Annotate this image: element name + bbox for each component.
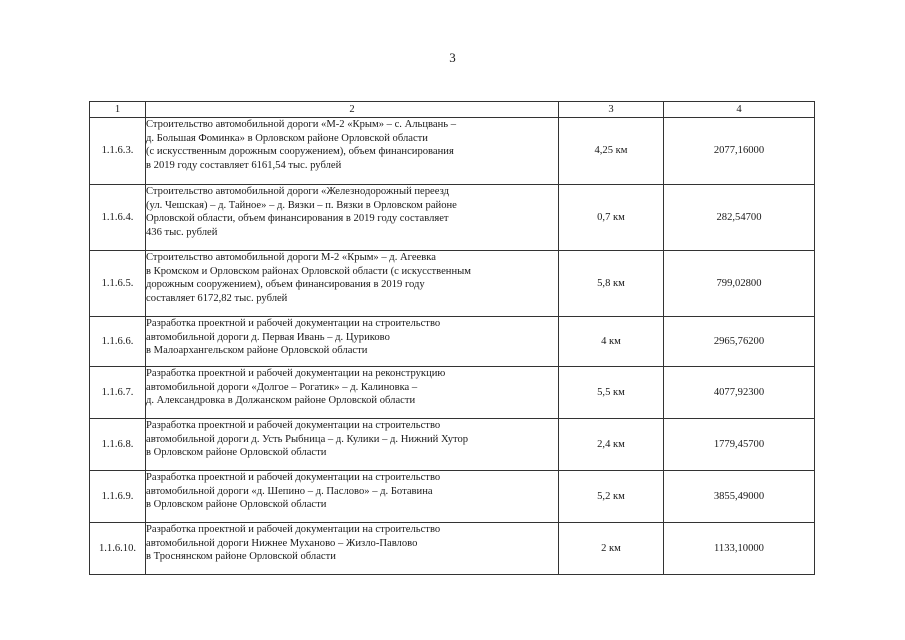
header-col-3: 3 [559,102,664,118]
description-line: автомобильной дороги «д. Шепино – д. Паслово» – д. Ботавина [146,485,433,497]
row-length: 2,4 км [559,419,664,471]
row-number: 1.1.6.4. [90,185,146,251]
financing-table [89,101,815,575]
row-number: 1.1.6.3. [90,118,146,185]
row-length: 2 км [559,523,664,575]
header-col-4: 4 [664,102,815,118]
description-line: автомобильной дороги Нижнее Муханово – Жизло-Павлово [146,537,418,549]
row-number: 1.1.6.6. [90,317,146,367]
description-line: Орловской области, объем финансирования в 2019 году составляет [146,213,449,224]
description-line: автомобильной дороги д. Первая Ивань – д. Цуриково [146,331,390,343]
row-description [146,419,559,471]
row-length: 4 км [559,317,664,367]
description-line: составляет 6172,82 тыс. рублей [146,292,288,304]
description-line: Разработка проектной и рабочей документации на строительство [146,420,441,431]
row-length: 5,2 км [559,471,664,523]
row-description [146,185,559,251]
table-row [90,185,815,251]
row-amount: 3855,49000 [664,471,815,523]
description-line: (с искусственным дорожным сооружением), объем финансирования [146,146,454,157]
description-line: Строительство автомобильной дороги М-2 «Крым» – д. Агеевка [146,252,436,263]
row-description [146,118,559,185]
row-amount: 799,02800 [664,251,815,317]
row-amount: 2965,76200 [664,317,815,367]
row-description [146,251,559,317]
row-amount: 4077,92300 [664,367,815,419]
row-length: 4,25 км [559,118,664,185]
table-header-row [90,102,815,118]
table-row [90,251,815,317]
header-col-2: 2 [146,102,559,118]
table-row [90,523,815,575]
description-line: Разработка проектной и рабочей документации на строительство [146,524,441,535]
row-length: 0,7 км [559,185,664,251]
description-line: д. Александровка в Должанском районе Орловской области [146,395,416,406]
row-number: 1.1.6.9. [90,471,146,523]
description-line: д. Большая Фоминка» в Орловском районе Орловской области [146,132,428,144]
page-number: 3 [449,50,456,65]
description-line: Разработка проектной и рабочей документации на строительство [146,318,441,329]
header-col-1: 1 [90,102,146,118]
row-description [146,471,559,523]
table-row [90,118,815,185]
description-line: в Троснянском районе Орловской области [146,551,336,562]
row-amount: 2077,16000 [664,118,815,185]
description-line: автомобильной дороги «Долгое – Рогатик» – д. Калиновка – [146,381,418,393]
row-number: 1.1.6.5. [90,251,146,317]
description-line: в 2019 году составляет 6161,54 тыс. рублей [146,159,342,171]
description-line: (ул. Чешская) – д. Тайное» – д. Вязки – п. Вязки в Орловском районе [146,199,457,211]
row-amount: 282,54700 [664,185,815,251]
row-length: 5,5 км [559,367,664,419]
table-row [90,419,815,471]
row-description [146,317,559,367]
row-number: 1.1.6.10. [90,523,146,575]
row-number: 1.1.6.8. [90,419,146,471]
row-amount: 1779,45700 [664,419,815,471]
description-line: Разработка проектной и рабочей документации на строительство [146,472,441,483]
description-line: автомобильной дороги д. Усть Рыбница – д. Кулики – д. Нижний Хутор [146,433,469,445]
table-row [90,317,815,367]
description-line: в Орловском районе Орловской области [146,499,327,510]
description-line: дорожным сооружением), объем финансирования в 2019 году [146,279,425,290]
description-line: в Малоархангельском районе Орловской области [146,345,368,356]
description-line: Разработка проектной и рабочей документации на реконструкцию [146,368,446,379]
description-line: в Кромском и Орловском районах Орловской области (с искусственным [146,265,471,277]
table-body [90,118,815,575]
description-line: 436 тыс. рублей [146,226,218,238]
table-row [90,367,815,419]
row-amount: 1133,10000 [664,523,815,575]
row-description [146,523,559,575]
description-line: в Орловском районе Орловской области [146,447,327,458]
row-number: 1.1.6.7. [90,367,146,419]
table-row [90,471,815,523]
row-description [146,367,559,419]
description-line: Строительство автомобильной дороги «Железнодорожный переезд [146,186,449,197]
description-line: Строительство автомобильной дороги «М-2 «Крым» – с. Альцвань – [146,119,457,130]
row-length: 5,8 км [559,251,664,317]
